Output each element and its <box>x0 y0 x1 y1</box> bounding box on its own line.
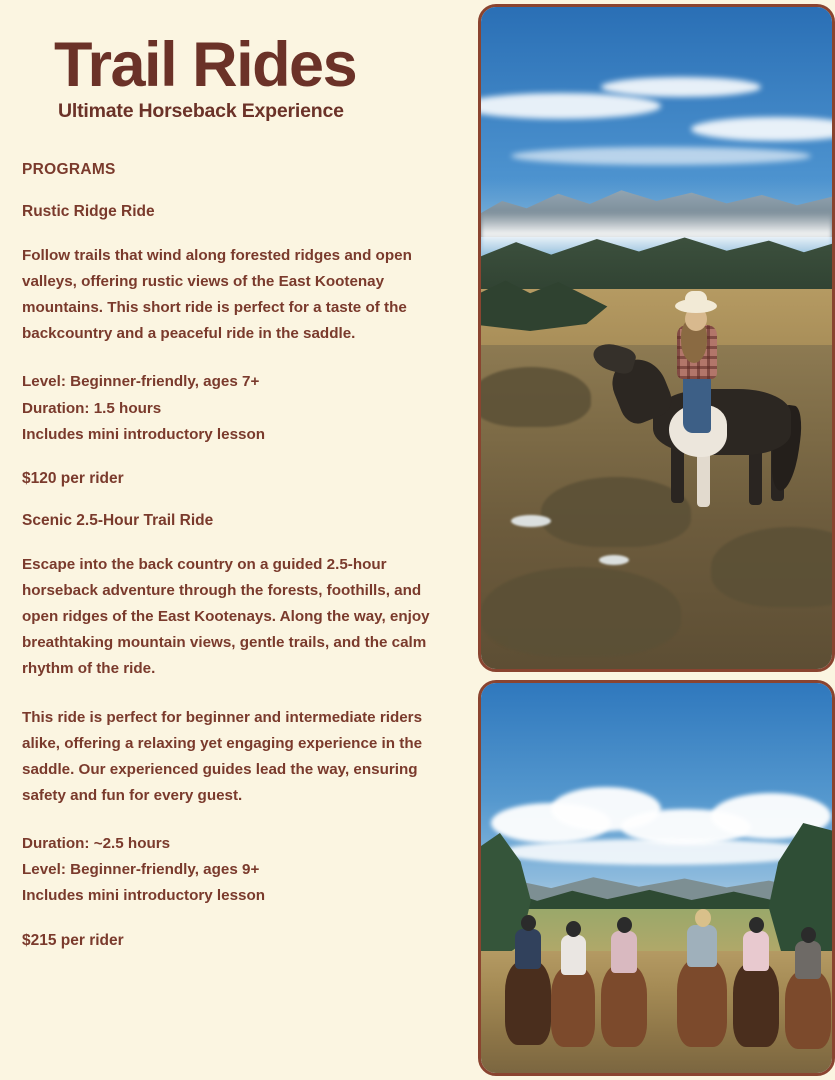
photo-group-ride <box>478 680 835 1076</box>
photo2-horse <box>677 959 727 1047</box>
photo2-rider-body <box>561 935 586 975</box>
program-2-description-2: This ride is perfect for beginner and intermediate riders alike, offering a relaxing yet engaging experience in the saddle. Our experienced guides lead the way, ensuring safety and fun for every guest. <box>22 708 423 804</box>
photo2-rider-helmet <box>521 915 536 931</box>
photo2-rider-helmet <box>749 917 764 933</box>
page-title: Trail Rides <box>54 30 357 100</box>
program-1-spec-duration: Duration: 1.5 hours <box>22 399 162 417</box>
photo1-brush <box>541 477 691 547</box>
photo1-snow-patch <box>511 515 551 527</box>
photo1-snow-patch <box>599 555 629 565</box>
photo2-rider-helmet <box>801 927 816 943</box>
photo1-rider-legs <box>683 373 711 433</box>
photo2-rider-body <box>687 925 717 967</box>
photo1-rider-hat-brim <box>675 299 717 313</box>
program-2-spec-level: Level: Beginner-friendly, ages 9+ <box>22 861 260 879</box>
photo2-horse <box>505 961 551 1045</box>
photo2-rider-body <box>515 929 541 969</box>
page-subtitle: Ultimate Horseback Experience <box>58 99 344 122</box>
section-label-programs: PROGRAMS <box>22 160 116 178</box>
photo1-brush <box>481 567 681 657</box>
program-2-description: Escape into the back country on a guided 2.5-hour horseback adventure through the forests, foothills, and open ridges of the East Kootenays. Along the way, enjoy breathtaking mountain views, gentle trails, and the calm rhythm of the ride. <box>22 555 430 678</box>
photo2-cloud <box>501 839 821 865</box>
photo2-rider-helmet <box>617 917 632 933</box>
photo2-horse <box>601 965 647 1047</box>
photo1-cloud <box>601 77 761 97</box>
photo2-rider-body <box>611 931 637 973</box>
program-2-spec-duration: Duration: ~2.5 hours <box>22 835 171 853</box>
photo1-cloud <box>511 147 811 165</box>
program-1-spec-includes: Includes mini introductory lesson <box>22 425 266 443</box>
program-1-price: $120 per rider <box>22 469 124 487</box>
program-2-price: $215 per rider <box>22 931 124 949</box>
program-2-spec-includes: Includes mini introductory lesson <box>22 887 266 905</box>
program-1-description: Follow trails that wind along forested ridges and open valleys, offering rustic views of the East Kootenay mountains. This short ride is perfect for a taste of the backcountry and a peaceful ride in the saddle. <box>22 246 412 343</box>
photo2-rider-head <box>695 909 711 927</box>
program-2-name: Scenic 2.5-Hour Trail Ride <box>22 511 214 529</box>
photo2-rider-helmet <box>566 921 581 937</box>
photo-rider-on-ridge <box>478 4 835 672</box>
photo1-brush <box>478 367 591 427</box>
photo2-rider-body <box>795 941 821 979</box>
program-1-spec-level: Level: Beginner-friendly, ages 7+ <box>22 373 260 391</box>
photo2-horse <box>551 967 595 1047</box>
photo2-horse <box>785 971 831 1049</box>
photo2-rider-body <box>743 931 769 971</box>
program-1-name: Rustic Ridge Ride <box>22 202 155 220</box>
poster-photo-column <box>470 0 835 1080</box>
photo2-horse <box>733 963 779 1047</box>
